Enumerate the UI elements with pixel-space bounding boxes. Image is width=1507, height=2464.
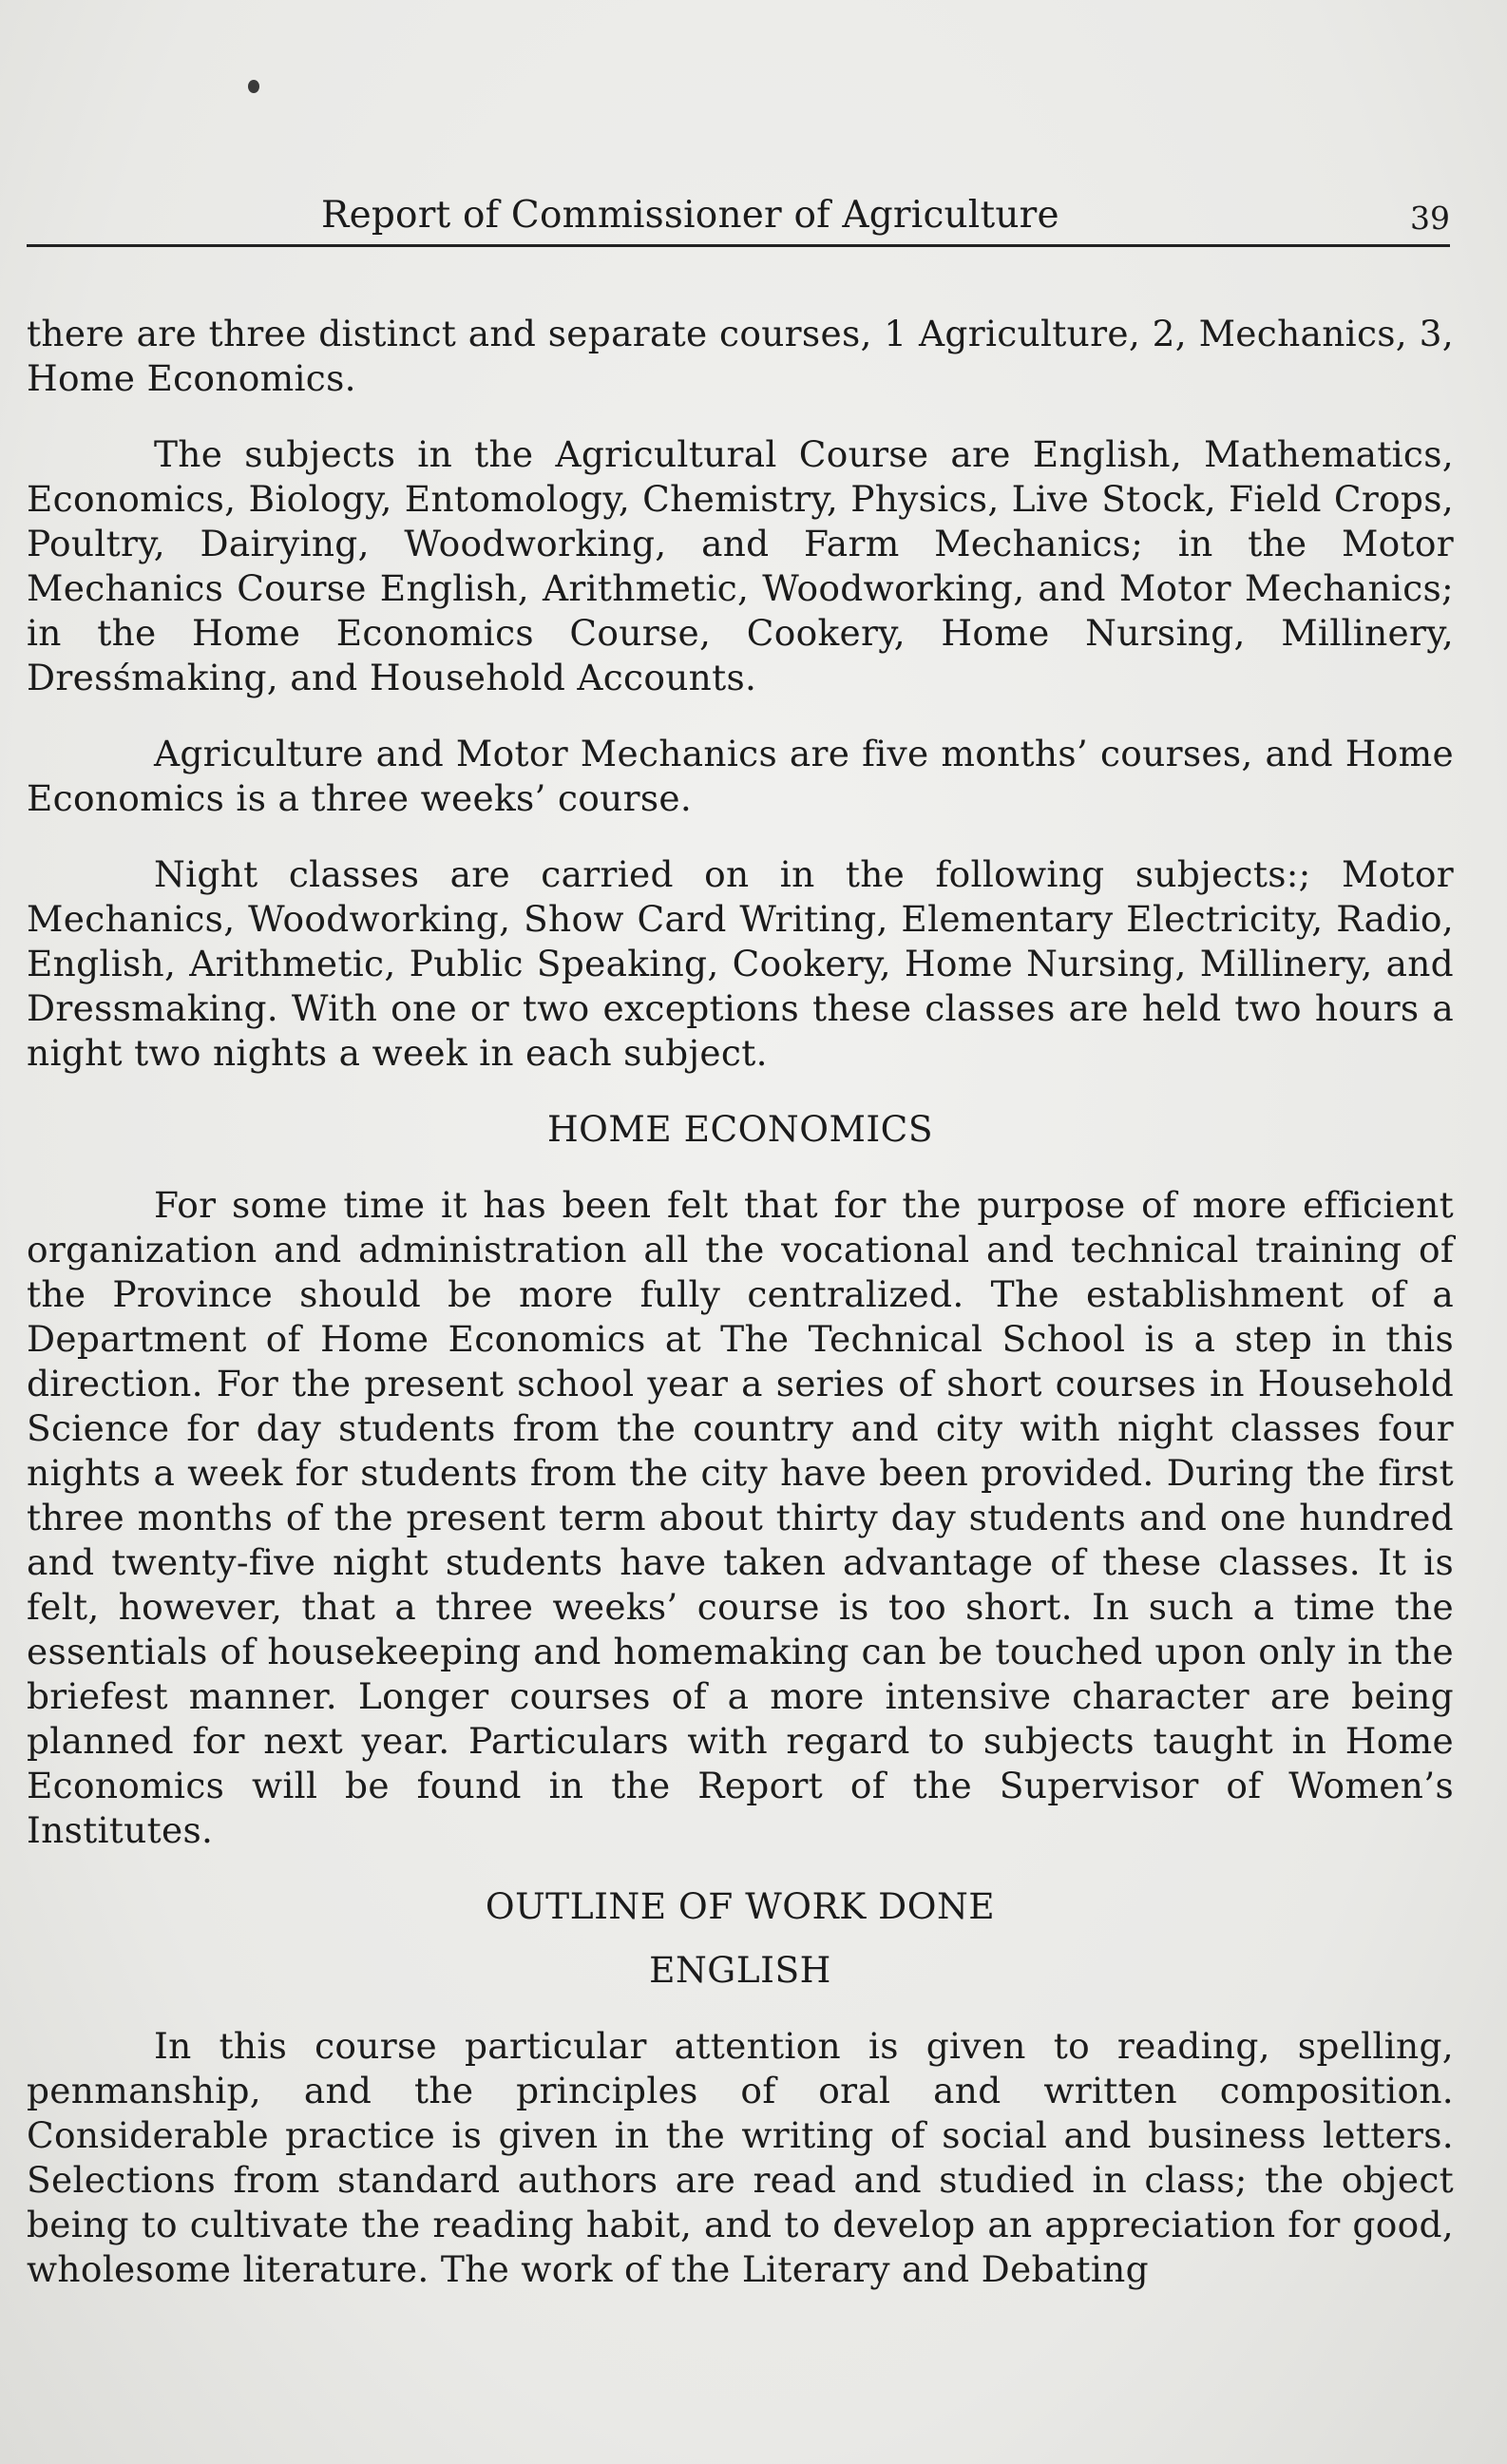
body-text	[27, 312, 1454, 2323]
paragraph-night-classes: Night classes are carried on in the following subjects:; Motor Mechanics, Woodworking, Show Card Writing, Elementary Electricity, Radio, English, Arithmetic, Public Speaking, Cookery, Home Nursing, Millinery, and Dressmaking. With one or two exceptions these classes are held two hours a night two nights a week in each subject.	[27, 853, 1454, 1074]
paragraph-subjects: The subjects in the Agricultural Course are English, Mathematics, Economics, Biology, Entomology, Chemistry, Physics, Live Stock, Field Crops, Poultry, Dairying, Woodworking, and Farm Mechanics; in the Motor Mechanics Course English, Arithmetic, Woodworking, and Motor Mechanics; in the Home Economics Course, Cookery, Home Nursing, Millinery, Dresśmaking, and Household Accounts.	[27, 433, 1454, 698]
heading-english: ENGLISH	[649, 1949, 831, 1991]
page-number: 39	[1410, 200, 1450, 237]
header-rule	[27, 244, 1450, 247]
paragraph-home-economics: For some time it has been felt that for the purpose of more efficient organization and administration all the vocational and technical training of the Province should be more fully centralized. The establishment of a Department of Home Economics at The Technical School is a step in this direction. For the present school year a series of short courses in Household Science for day students from the country and city with night classes four nights a week for students from the city have been provided. During the first three months of the present term about thirty day students and one hundred and twenty-five night students have taken advantage of these classes. It is felt, however, that a three weeks’ course is too short. In such a time the essentials of housekeeping and homemaking can be touched upon only in the briefest manner. Longer courses of a more intensive character are being planned for next year. Particulars with regard to subjects taught in Home Economics will be found in the Report of the Supervisor of Women’s Institutes.	[27, 1184, 1454, 1851]
paragraph-english: In this course particular attention is given to reading, spelling, penmanship, and the principles of oral and written composition. Considerable practice is given in the writing of social and business letters. Selections from standard authors are read and studied in class; the object being to cultivate the reading habit, and to develop an appreciation for good, wholesome literature. The work of the Literary and Debating	[27, 2025, 1454, 2290]
paragraph-duration: Agriculture and Motor Mechanics are five months’ courses, and Home Economics is a three weeks’ course.	[27, 733, 1454, 819]
paragraph-courses: there are three distinct and separate courses, 1 Agriculture, 2, Mechanics, 3, Home Economics.	[27, 313, 1454, 399]
running-header	[27, 190, 1450, 247]
heading-outline: OUTLINE OF WORK DONE	[485, 1885, 996, 1927]
heading-home-economics: HOME ECONOMICS	[546, 1108, 934, 1150]
ink-dot	[248, 80, 259, 93]
running-title: Report of Commissioner of Agriculture	[321, 194, 1059, 237]
